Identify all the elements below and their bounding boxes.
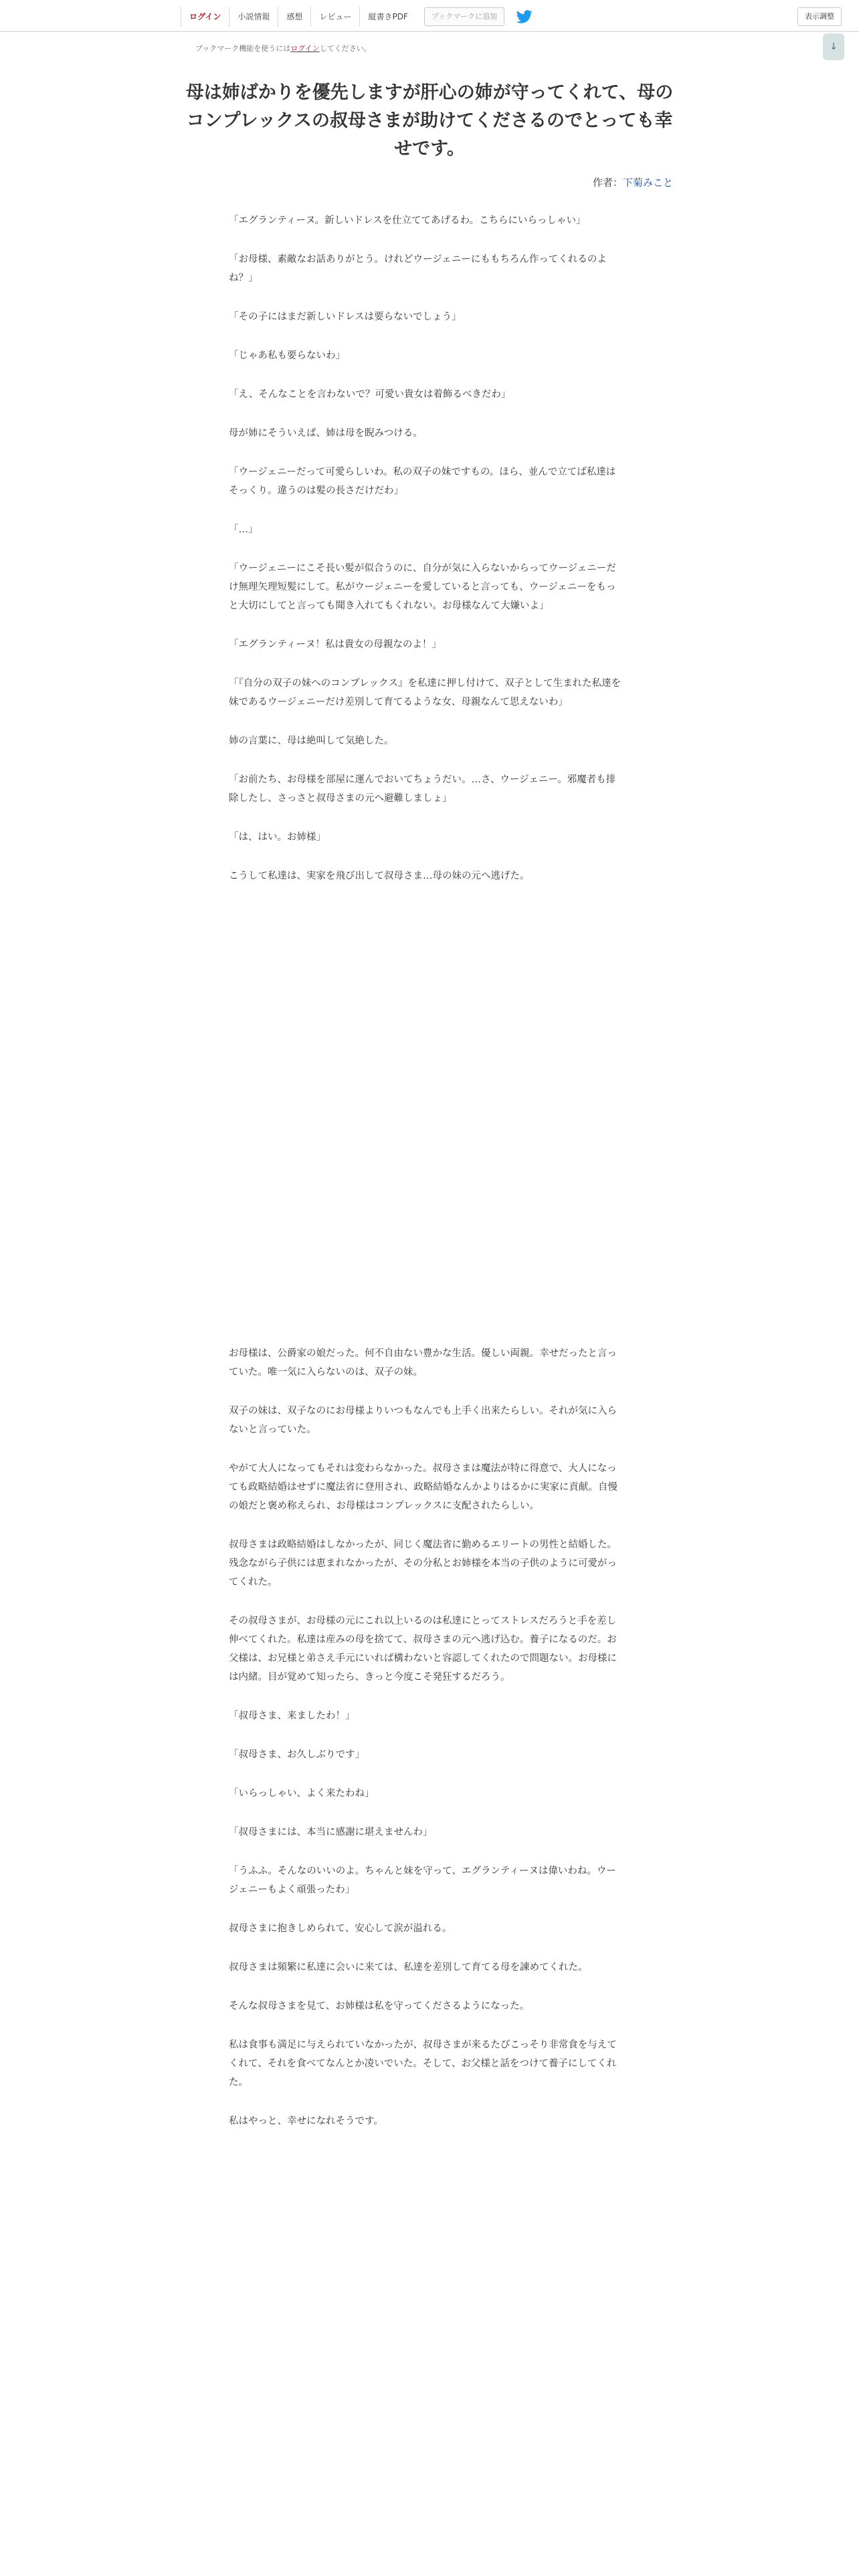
story-paragraph: 「叔母さま、来ましたわ！」 [229, 1711, 355, 1721]
login-link[interactable]: ログイン [181, 7, 229, 27]
notice-prefix: ブックマーク機能を使うには [195, 44, 291, 53]
story-paragraph: 「…」 [229, 524, 258, 535]
story-paragraph: そんな叔母さまを見て、お姉様は私を守ってくださるようになった。 [229, 2001, 530, 2012]
story-paragraph: やがて大人になってもそれは変わらなかった。叔母さまは魔法が特に得意で、大人になっても政略結婚はせずに魔法省に登用され、政略結婚なんかよりはるかに実家に貢献。自慢の娘だと褒め称えられ、お母様はコンプレックスに支配されたらしい。 [229, 1463, 617, 1511]
bookmark-login-notice [195, 43, 371, 53]
notice-login-link[interactable]: ログイン [290, 44, 320, 53]
story-paragraph: 私はやっと、幸せになれそうです。 [229, 2116, 383, 2127]
story-paragraph: 「ウージェニーだって可愛らしいわ。私の双子の妹ですもの。ほら、並んで立てば私達はそっくり。違うのは髪の長さだけだわ」 [229, 467, 616, 496]
story-paragraph: その叔母さまが、お母様の元にこれ以上いるのは私達にとってストレスだろうと手を差し伸べてくれた。私達は産みの母を捨てて、叔母さまの元へ逃げ込む。養子になるのだ。お父様は、お兄様と弟さえ手元にいれば構わないと容認してくれたので問題ない。お母様には内緒。目が覚めて知ったら、きっと今度こそ発狂するだろう。 [229, 1616, 617, 1683]
scroll-down-button[interactable]: ↓ [823, 33, 844, 60]
story-paragraph: 「エグランティーヌ！私は貴女の母親なのよ！」 [229, 639, 442, 650]
display-settings-button[interactable]: 表示調整 [797, 7, 842, 26]
top-navigation-bar [0, 0, 859, 32]
story-paragraph: 叔母さまは頻繁に私達に会いに来ては、私達を差別して育てる母を諫めてくれた。 [229, 1962, 588, 1973]
story-paragraph: 叔母さまに抱きしめられて、安心して涙が溢れる。 [229, 1923, 452, 1934]
author-link[interactable]: 下菊みこと [622, 177, 673, 189]
vertical-pdf-link[interactable]: 縦書きPDF [359, 7, 415, 27]
author-label: 作者： [592, 177, 623, 189]
story-paragraph: こうして私達は、実家を飛び出して叔母さま…母の妹の元へ逃げた。 [229, 871, 530, 881]
story-paragraph: 「じゃあ私も要らないわ」 [229, 350, 345, 361]
story-paragraph: 「いらっしゃい、よく来たわね」 [229, 1788, 375, 1799]
story-paragraph: 姉の言葉に、母は絶叫して気絶した。 [229, 736, 394, 746]
impressions-link[interactable]: 感想 [278, 7, 310, 27]
story-paragraph: 「は、はい。お姉様」 [229, 832, 326, 843]
story-paragraph: 「ウージェニーにこそ長い髪が似合うのに、自分が気に入らないからってウージェニーだけ無理矢理短髪にして。私がウージェニーを愛していると言っても、ウージェニーをもっと大切にしてと言っても聞き入れてもくれない。お母様なんて大嫌いよ」 [229, 563, 616, 611]
story-paragraph: 「うふふ。そんなのいいのよ。ちゃんと妹を守って、エグランティーヌは偉いわね。ウージェニーもよく頑張ったわ」 [229, 1866, 616, 1895]
story-paragraph: 「『自分の双子の妹へのコンプレックス』を私達に押し付けて、双子として生まれた私達を妹であるウージェニーだけ差別して育てるような女、母親なんて思えないわ」 [229, 678, 622, 708]
story-paragraph: 「その子にはまだ新しいドレスは要らないでしょう」 [229, 312, 462, 322]
story-paragraph: 「叔母さまには、本当に感謝に堪えませんわ」 [229, 1827, 433, 1838]
novel-title: 母は姉ばかりを優先しますが肝心の姉が守ってくれて、母のコンプレックスの叔母さまが助けてくださるのでとっても幸せです。 [185, 82, 674, 159]
twitter-icon[interactable] [516, 9, 534, 24]
add-bookmark-button[interactable]: ブックマークに追加 [424, 7, 504, 26]
review-link[interactable]: レビュー [310, 7, 359, 27]
story-paragraph: 「叔母さま、お久しぶりです」 [229, 1749, 365, 1760]
story-paragraph: 「お母様、素敵なお話ありがとう。けれどウージェニーにももちろん作ってくれるのよね？」 [229, 254, 607, 284]
story-body-part-1 [229, 211, 624, 905]
story-paragraph: 「お前たち、お母様を部屋に運んでおいてちょうだい。…さ、ウージェニー。邪魔者も排除したし、さっさと叔母さまの元へ避難しましょ」 [229, 774, 616, 804]
story-paragraph: 「エグランティーヌ。新しいドレスを仕立ててあげるわ。こちらにいらっしゃい」 [229, 215, 586, 226]
story-paragraph: お母様は、公爵家の娘だった。何不自由ない豊かな生活。優しい両親。幸せだったと言っていた。唯一気に入らないのは、双子の妹。 [229, 1348, 617, 1378]
story-paragraph: 「え、そんなことを言わないで？可愛い貴女は着飾るべきだわ」 [229, 389, 511, 400]
novel-info-link[interactable]: 小説情報 [229, 7, 278, 27]
story-paragraph: 私は食事も満足に与えられていなかったが、叔母さまが来るたびこっそり非常食を与えてくれて、それを食べてなんとか凌いでいた。そして、お父様と話をつけて養子にしてくれた。 [229, 2040, 617, 2088]
story-paragraph: 叔母さまは政略結婚はしなかったが、同じく魔法省に勤めるエリートの男性と結婚した。残念ながら子供には恵まれなかったが、その分私とお姉様を本当の子供のように可愛がってくれた。 [229, 1539, 617, 1588]
notice-suffix: してください。 [319, 44, 371, 53]
story-paragraph: 双子の妹は、双子なのにお母様よりいつもなんでも上手く出来たらしい。それが気に入らないと言っていた。 [229, 1406, 617, 1435]
header-nav [181, 7, 534, 27]
story-paragraph: 母が姉にそういえば、姉は母を睨みつける。 [229, 428, 423, 439]
story-body-part-2 [229, 1344, 624, 2151]
author-line [442, 175, 673, 189]
